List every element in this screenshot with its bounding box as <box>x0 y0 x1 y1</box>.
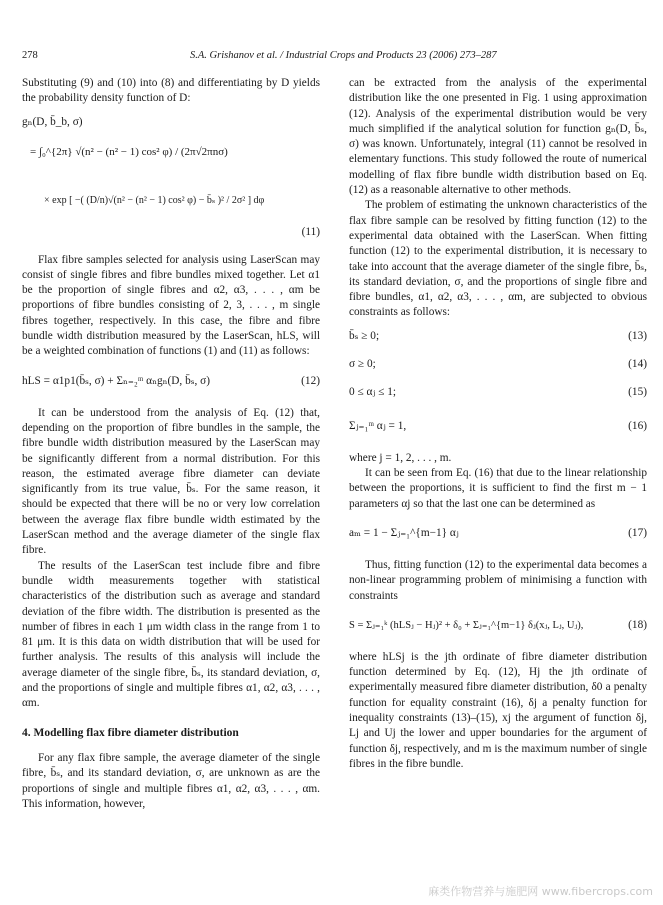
equation-13 <box>349 327 647 349</box>
right-paragraph-5: where hLSj is the jth ordinate of fibre diameter distribution function determined by Eq. (12), Hj the jth ordinate of experimentally measured fibre diameter distribution, δ0 a penalty function for equality constraint (16), δj a penalty function for inequality constraints (13)–(15), xj the argument of function δj, Lj and Uj the lower and upper boundaries for the argument of function δj, respectively, and m is the maximum number of single fibres in the fibre bundle. <box>349 650 647 770</box>
left-column <box>22 76 320 812</box>
equation-15 <box>349 383 647 405</box>
eq14-number: (14) <box>628 357 647 370</box>
eq14-body: σ ≥ 0; <box>349 357 376 370</box>
where-clause: where j = 1, 2, . . . , m. <box>349 451 452 464</box>
eq18-body: S = Σⱼ₌₁ᵏ (hLSⱼ − Hⱼ)² + δ₀ + Σⱼ₌₁^{m−1} δⱼ(xⱼ, Lⱼ, Uⱼ), <box>349 619 584 631</box>
equation-16 <box>349 411 647 445</box>
intro-paragraph: Substituting (9) and (10) into (8) and differentiating by D yields the probability density function of D: <box>22 77 320 105</box>
eq12-body: hLS = α1p1(b̄ₛ, σ) + Σₙ₌₂ᵐ αₙgₙ(D, b̄ₛ, σ) <box>22 374 211 387</box>
eq15-number: (15) <box>628 385 647 398</box>
equation-18 <box>349 610 647 644</box>
equation-14 <box>349 355 647 377</box>
eq17-body: aₘ = 1 − Σⱼ₌₁^{m−1} αⱼ <box>349 526 459 539</box>
eq11-line-1: gₙ(D, b̄_b, σ) <box>22 115 83 128</box>
paragraph-4: For any flax fibre sample, the average diameter of the single fibre, b̄ₛ, and its standard deviation, σ, are unknown as are the proportions of single and multiple fibres α1, α2, α3, . . . , αm. This information, however, <box>22 751 320 810</box>
equation-17 <box>349 518 647 552</box>
equation-11 <box>22 115 320 243</box>
right-paragraph-4: Thus, fitting function (12) to the experimental data becomes a non-linear programming problem of minimising a function with constraints <box>349 558 647 602</box>
right-paragraph-1: can be extracted from the analysis of the experimental distribution like the one presented in Fig. 1 using approximation (12). Analysis of the experimental distribution would be very much simplified if the analytical solution for function gₙ(D, b̄ₛ, σ) was known. Unfortunately, integral (11) cannot be resolved in elementary functions. This study followed the route of numerical modelling of flax fibre bundle width distribution based on Eq. (12) as a reasonable alternative to other methods. <box>349 77 647 197</box>
right-paragraph-2: The problem of estimating the unknown characteristics of the flax fibre sample can be resolved by fitting function (12) to the experimental data obtained with the LaserScan. When fitting function (12) to the experimental distribution, it is necessary to take into account that the average diameter of the single fibre, b̄ₛ, its standard deviation, σ, and the proportions of single fibre and fibre bundles, α1, α2, α3, . . . , αm, are subjected to obvious constraints as follows: <box>349 199 647 319</box>
eq12-number: (12) <box>301 374 320 387</box>
right-column <box>349 76 647 772</box>
eq11-line-3: × exp [ −( (D/n)√(n² − (n² − 1) cos² φ) − b̄ₛ )² / 2σ² ] dφ <box>44 194 265 206</box>
paragraph-3: The results of the LaserScan test include fibre and fibre bundle width measurements together with statistical characteristics of the distribution such as average and standard deviation of the fibre width. The distribution is presented as the number of fibres in each 1 μm width class in the range from 1 to 81 μm. It is this data on width distribution that will be used for further analysis. The results of this analysis will include the average diameter of the single fibre, b̄ₛ, its standard deviation, σ, and the proportions of single and multiple fibres α1, α2, α3, . . . , αm. <box>22 559 320 710</box>
right-paragraph-3: It can be seen from Eq. (16) that due to the linear relationship between the proportions, it is sufficient to find the first m − 1 parameters αj so that the last one can be determined as <box>349 467 647 510</box>
equation-12 <box>22 366 320 400</box>
eq16-body: Σⱼ₌₁ᵐ αⱼ = 1, <box>349 419 407 432</box>
paragraph-1: Flax fibre samples selected for analysis using LaserScan may consist of single fibres and fibre bundles mixed together. Let α1 be the proportion of single fibres and α2, α3, . . . , αm be proportions of fibre bundles consisting of 2, 3, . . . , m single fibres together, respectively. In this case, the fibre and fibre bundle width distribution measured by the LaserScan, hLS, will be a weighted combination of functions (1) and (11) as follows: <box>22 253 320 358</box>
eq18-number: (18) <box>628 618 647 631</box>
eq13-body: b̄ₛ ≥ 0; <box>349 329 380 342</box>
eq16-number: (16) <box>628 419 647 432</box>
eq11-number: (11) <box>301 225 320 238</box>
watermark: 麻类作物营养与施肥网 www.fibercrops.com <box>428 885 653 898</box>
eq11-line-2: = ∫₀^{2π} √(n² − (n² − 1) cos² φ) / (2π√2πnσ) <box>30 145 228 158</box>
eq13-number: (13) <box>628 329 647 342</box>
section-heading: 4. Modelling flax fibre diameter distribution <box>22 726 239 739</box>
paragraph-2: It can be understood from the analysis of Eq. (12) that, depending on the proportion of fibre bundles in the sample, the fibre bundle width distribution measured by the LaserScan may be significantly different from a normal distribution. For this reason, the estimated average fibre diameter can deviate significantly from its true value, b̄ₛ. For the same reason, it should be expected that there will be no or very low correlation between the average flax fibre bundle width estimated by the LaserScan method and the average diameter of the single flax fibre. <box>22 406 320 557</box>
eq17-number: (17) <box>628 526 647 539</box>
page-number: 278 <box>22 50 38 61</box>
running-head: S.A. Grishanov et al. / Industrial Crops and Products 23 (2006) 273–287 <box>190 50 497 61</box>
eq15-body: 0 ≤ αⱼ ≤ 1; <box>349 385 397 398</box>
